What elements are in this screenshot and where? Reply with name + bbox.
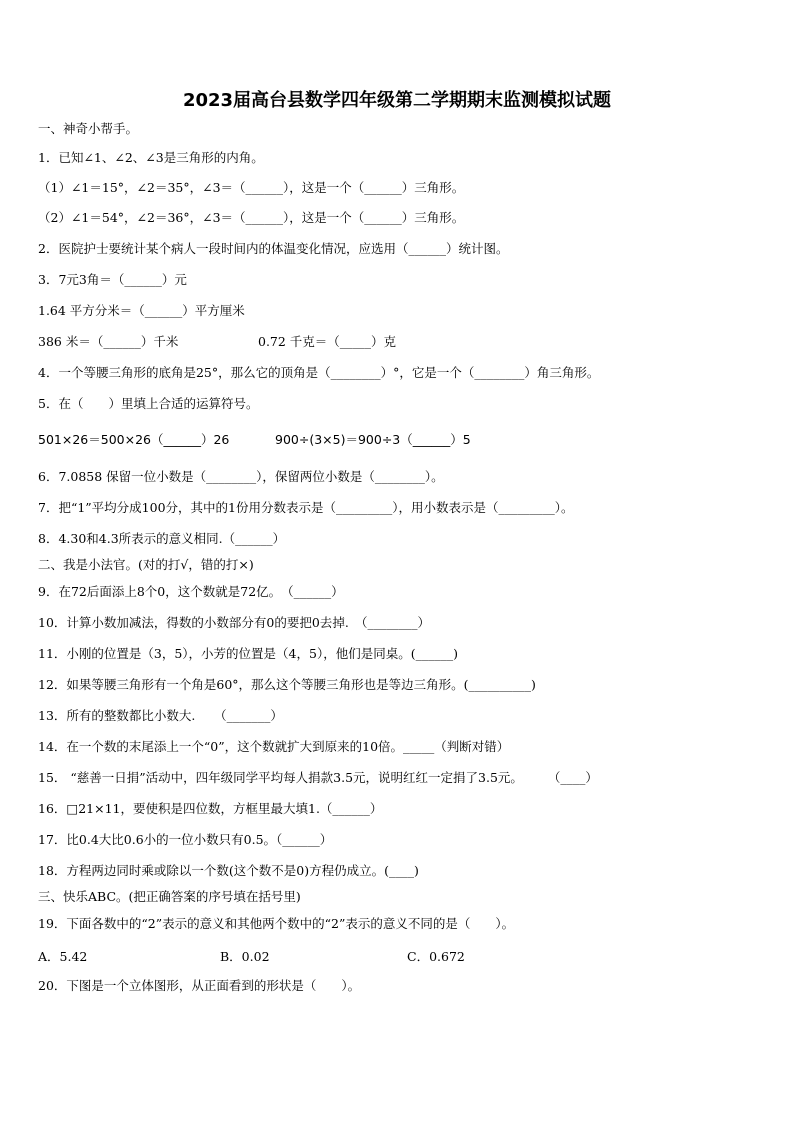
question-16: 16．□21×11，要使积是四位数，方框里最大填1.（______） bbox=[38, 801, 383, 816]
question-3-part-3: 386 米＝（______）千米 bbox=[38, 334, 179, 349]
question-18: 18．方程两边同时乘或除以一个数(这个数不是0)方程仍成立。(____) bbox=[38, 863, 419, 878]
question-7: 7．把“1”平均分成100分，其中的1份用分数表示是（_________），用小数表示是（_________）。 bbox=[38, 500, 574, 515]
question-12: 12．如果等腰三角形有一个角是60°，那么这个等腰三角形也是等边三角形。(__________) bbox=[38, 677, 536, 692]
question-3-part-4: 0.72 千克＝（_____）克 bbox=[258, 334, 397, 349]
question-3-part-2: 1.64 平方分米＝（______）平方厘米 bbox=[38, 303, 245, 318]
question-17: 17．比0.4大比0.6小的一位小数只有0.5。（______） bbox=[38, 832, 333, 847]
section-1-heading: 一、神奇小帮手。 bbox=[38, 121, 139, 136]
question-9: 9．在72后面添上8个0，这个数就是72亿。 （______） bbox=[38, 584, 344, 599]
question-8: 8．4.30和4.3所表示的意义相同.（______） bbox=[38, 531, 286, 546]
page-title: 2023届高台县数学四年级第二学期期末监测模拟试题 bbox=[182, 90, 612, 111]
question-19-option-a: A．5.42 bbox=[38, 949, 88, 964]
question-19-option-b: B．0.02 bbox=[220, 949, 270, 964]
question-2: 2．医院护士要统计某个病人一段时间内的体温变化情况，应选用（______）统计图。 bbox=[38, 241, 509, 256]
question-20: 20．下图是一个立体图形，从正面看到的形状是（ ）。 bbox=[38, 978, 361, 993]
question-6: 6．7.0858 保留一位小数是（________），保留两位小数是（________）。 bbox=[38, 469, 444, 484]
question-19-option-c: C．0.672 bbox=[407, 949, 465, 964]
question-1-part-1: （1）∠1＝15°，∠2＝35°，∠3＝（______），这是一个（______）三角形。 bbox=[38, 180, 465, 195]
question-1: 1．已知∠1、∠2、∠3是三角形的内角。 bbox=[38, 150, 264, 165]
question-13: 13．所有的整数都比小数大. （_______） bbox=[38, 708, 283, 723]
question-1-part-2: （2）∠1＝54°，∠2＝36°，∠3＝（______），这是一个（______）三角形。 bbox=[38, 210, 465, 225]
section-3-heading: 三、快乐ABC。(把正确答案的序号填在括号里) bbox=[38, 889, 301, 904]
question-15: 15． “慈善一日捐”活动中，四年级同学平均每人捐款3.5元，说明红红一定捐了3.5元。 （____） bbox=[38, 770, 598, 785]
question-5-expression-1: 501×26＝500×26（______）26 bbox=[38, 432, 230, 447]
question-10: 10．计算小数加减法，得数的小数部分有0的要把0去掉. （________） bbox=[38, 615, 431, 630]
question-4: 4．一个等腰三角形的底角是25°，那么它的顶角是（________）°，它是一个（________）角三角形。 bbox=[38, 365, 600, 380]
question-5-expression-2: 900÷(3×5)＝900÷3（______）5 bbox=[275, 432, 471, 447]
question-14: 14．在一个数的末尾添上一个“0”，这个数就扩大到原来的10倍。_____（判断对错） bbox=[38, 739, 510, 754]
question-5: 5．在（ ）里填上合适的运算符号。 bbox=[38, 396, 259, 411]
section-2-heading: 二、我是小法官。(对的打√，错的打×) bbox=[38, 557, 254, 572]
question-11: 11．小刚的位置是（3，5），小芳的位置是（4，5），他们是同桌。(______) bbox=[38, 646, 458, 661]
question-19: 19．下面各数中的“2”表示的意义和其他两个数中的“2”表示的意义不同的是（ ）。 bbox=[38, 916, 515, 931]
question-3: 3．7元3角＝（______）元 bbox=[38, 272, 187, 287]
